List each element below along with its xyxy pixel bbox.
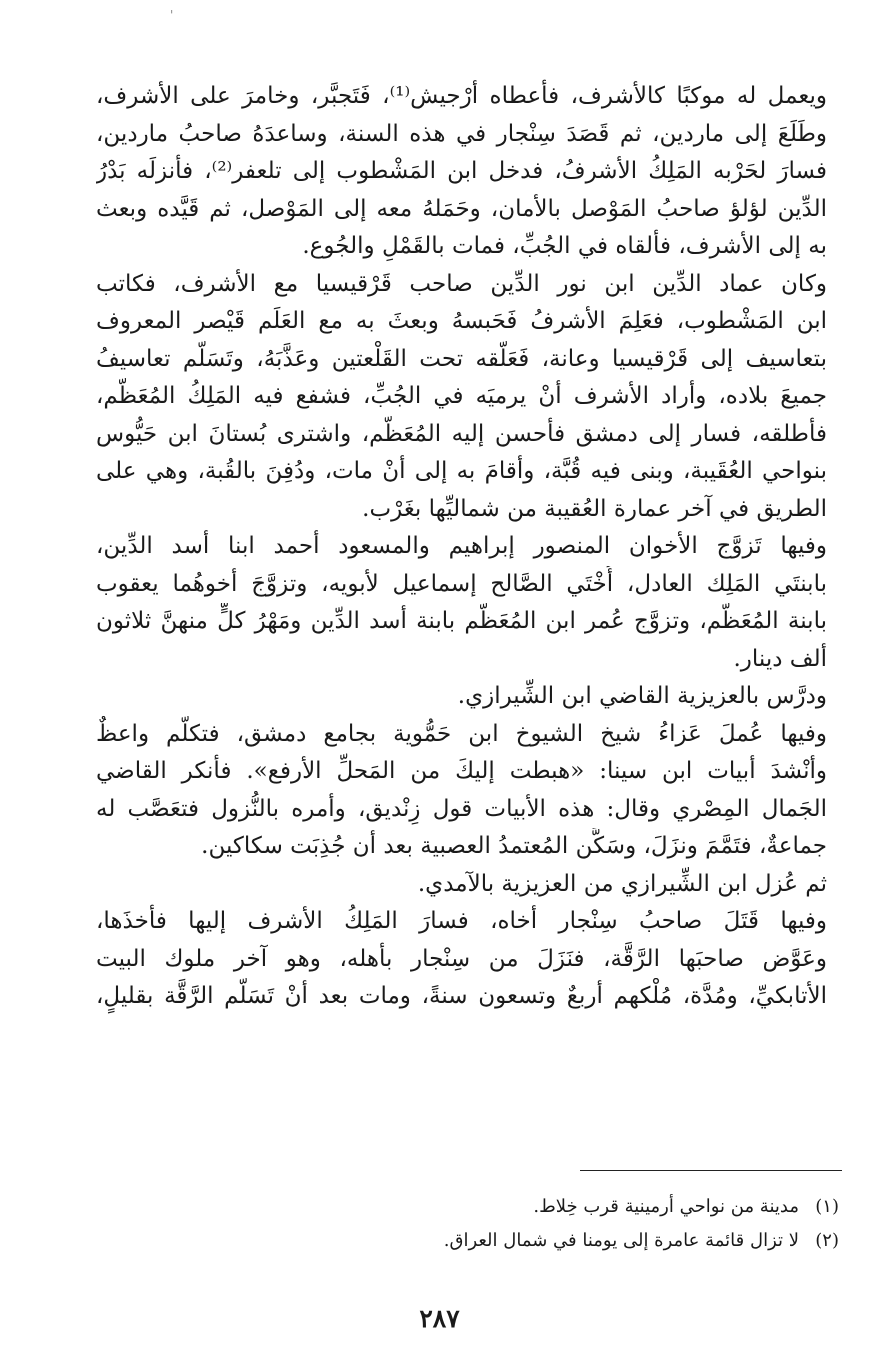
text-line: بابنتَي المَلِك العادل، أُخْتَي الصَّالح إسماعيل لأبويه، وتزوَّجَ أخوهُما يعقوب [96,570,827,597]
text-line: الدِّين لؤلؤ صاحبُ المَوْصل بالأمان، وحَمَلهُ معه إلى المَوْصل، ثم قَيَّده وبعث [96,195,827,222]
text-line: وفيها قَتَلَ صاحبُ سِنْجار أخاه، فسارَ المَلِكُ الأشرف إليها فأخذَها، [96,908,827,934]
text-line: فسارَ لحَرْبه المَلِكُ الأشرفُ، فدخل ابن المَشْطوب إلى تلعفر⁽²⁾، فأنزلَه بَدْرُ [96,158,827,184]
footnote [300,1224,839,1258]
main-text [96,78,827,1016]
text-line: ألف دينار. [733,645,827,672]
text-line: جماعةٌ، فتَمَّمَ ونزَلَ، وسَكَّن المُعتمدُ العصبية بعد أن جُذِبَت سكاكين. [201,833,827,859]
text-line: وعَوَّض صاحبَها الرَّقَّة، فنَزَلَ من سِنْجار بأهله، وهو آخر ملوك البيت [96,945,827,972]
text-line: الطريق في آخر عمارة العُقيبة من شماليِّها بغَرْب. [362,495,827,522]
footnote-text: مدينة من نواحي أرمينية قرب خِلاط. [533,1196,799,1217]
text-line: ويعمل له موكبًا كالأشرف، فأعطاه أرْجيش⁽¹⁾، فَتَجبَّر، وخامرَ على الأشرف، [96,83,827,109]
text-line: بابنة المُعَظَّم، وتزوَّج عُمر ابن المُعَظَّم بابنة أسد الدِّين ومَهْرُ كلٍّ منهنَّ ثلاثون [96,608,827,634]
text-line: فأطلقه، فسار إلى دمشق فأحسن إليه المُعَظَّم، واشترى بُستانَ ابن حَيُّوس [96,420,827,447]
text-line: ودرَّس بالعزيزية القاضي ابن الشِّيرازي. [457,683,827,709]
footnote-text: لا تزال قائمة عامرة إلى يومنا في شمال العراق. [443,1230,799,1251]
text-line: وفيها عُملَ عَزاءُ شيخ الشيوخ ابن حَمُّوية بجامع دمشق، فتكلَّم واعظٌ [96,720,827,747]
page-number: ٢٨٧ [419,1304,460,1333]
footnote-number: (١) [815,1196,839,1217]
text-line: وفيها تَزوَّج الأخوان المنصور إبراهيم والمسعود أحمد ابنا أسد الدِّين، [96,533,827,559]
text-line: الجَمال المِصْري وقال: هذه الأبيات قول زِنْديق، وأمره بالنُّزول فتعَصَّب له [96,795,827,822]
footnote-number: (٢) [815,1230,839,1251]
text-line: بتعاسيف إلى قَرْقيسيا وعانة، فَعَلَّقه تحت القَلْعتين وعَذَّبَهُ، وتَسَلَّم تعاسيفُ [96,345,827,372]
footnotes [300,1190,839,1258]
text-line: وطَلَعَ إلى ماردين، ثم قَصَدَ سِنْجار في هذه السنة، وساعدَهُ صاحبُ ماردين، [96,120,827,147]
text-line: وأنْشدَ أبيات ابن سينا: «هبطت إليكَ من المَحلِّ الأرفع». فأنكر القاضي [96,758,827,784]
text-line: ثم عُزل ابن الشِّيرازي من العزيزية بالآمدي. [417,870,827,897]
scan-mark: ' [170,8,174,22]
footnote [300,1190,839,1224]
text-line: وكان عماد الدِّين ابن نور الدِّين صاحب قَرْقيسيا مع الأشرف، فكاتب [96,270,827,297]
text-line: بنواحي العُقَيبة، وبنى فيه قُبَّة، وأقامَ به إلى أنْ مات، ودُفِنَ بالقُبة، وهي على [96,458,827,484]
text-line: ابن المَشْطوب، فعَلِمَ الأشرفُ فَحَبسهُ وبعثَ به مع العَلَم قَيْصر المعروف [96,308,827,334]
footnote-divider [580,1170,842,1171]
text-line: جميعَ بلاده، وأراد الأشرف أنْ يرميَه في الجُبِّ، فشفع فيه المَلِكُ المُعَظَّم، [96,383,827,409]
text-line: الأتابكيِّ، ومُدَّة، مُلْكهم أربعٌ وتسعون سنةً، ومات بعد أنْ تَسَلَّم الرَّقَّة بقليلٍ، [96,983,827,1009]
text-line: به إلى الأشرف، فألقاه في الجُبِّ، فمات بالقَمْلِ والجُوع. [302,233,827,259]
